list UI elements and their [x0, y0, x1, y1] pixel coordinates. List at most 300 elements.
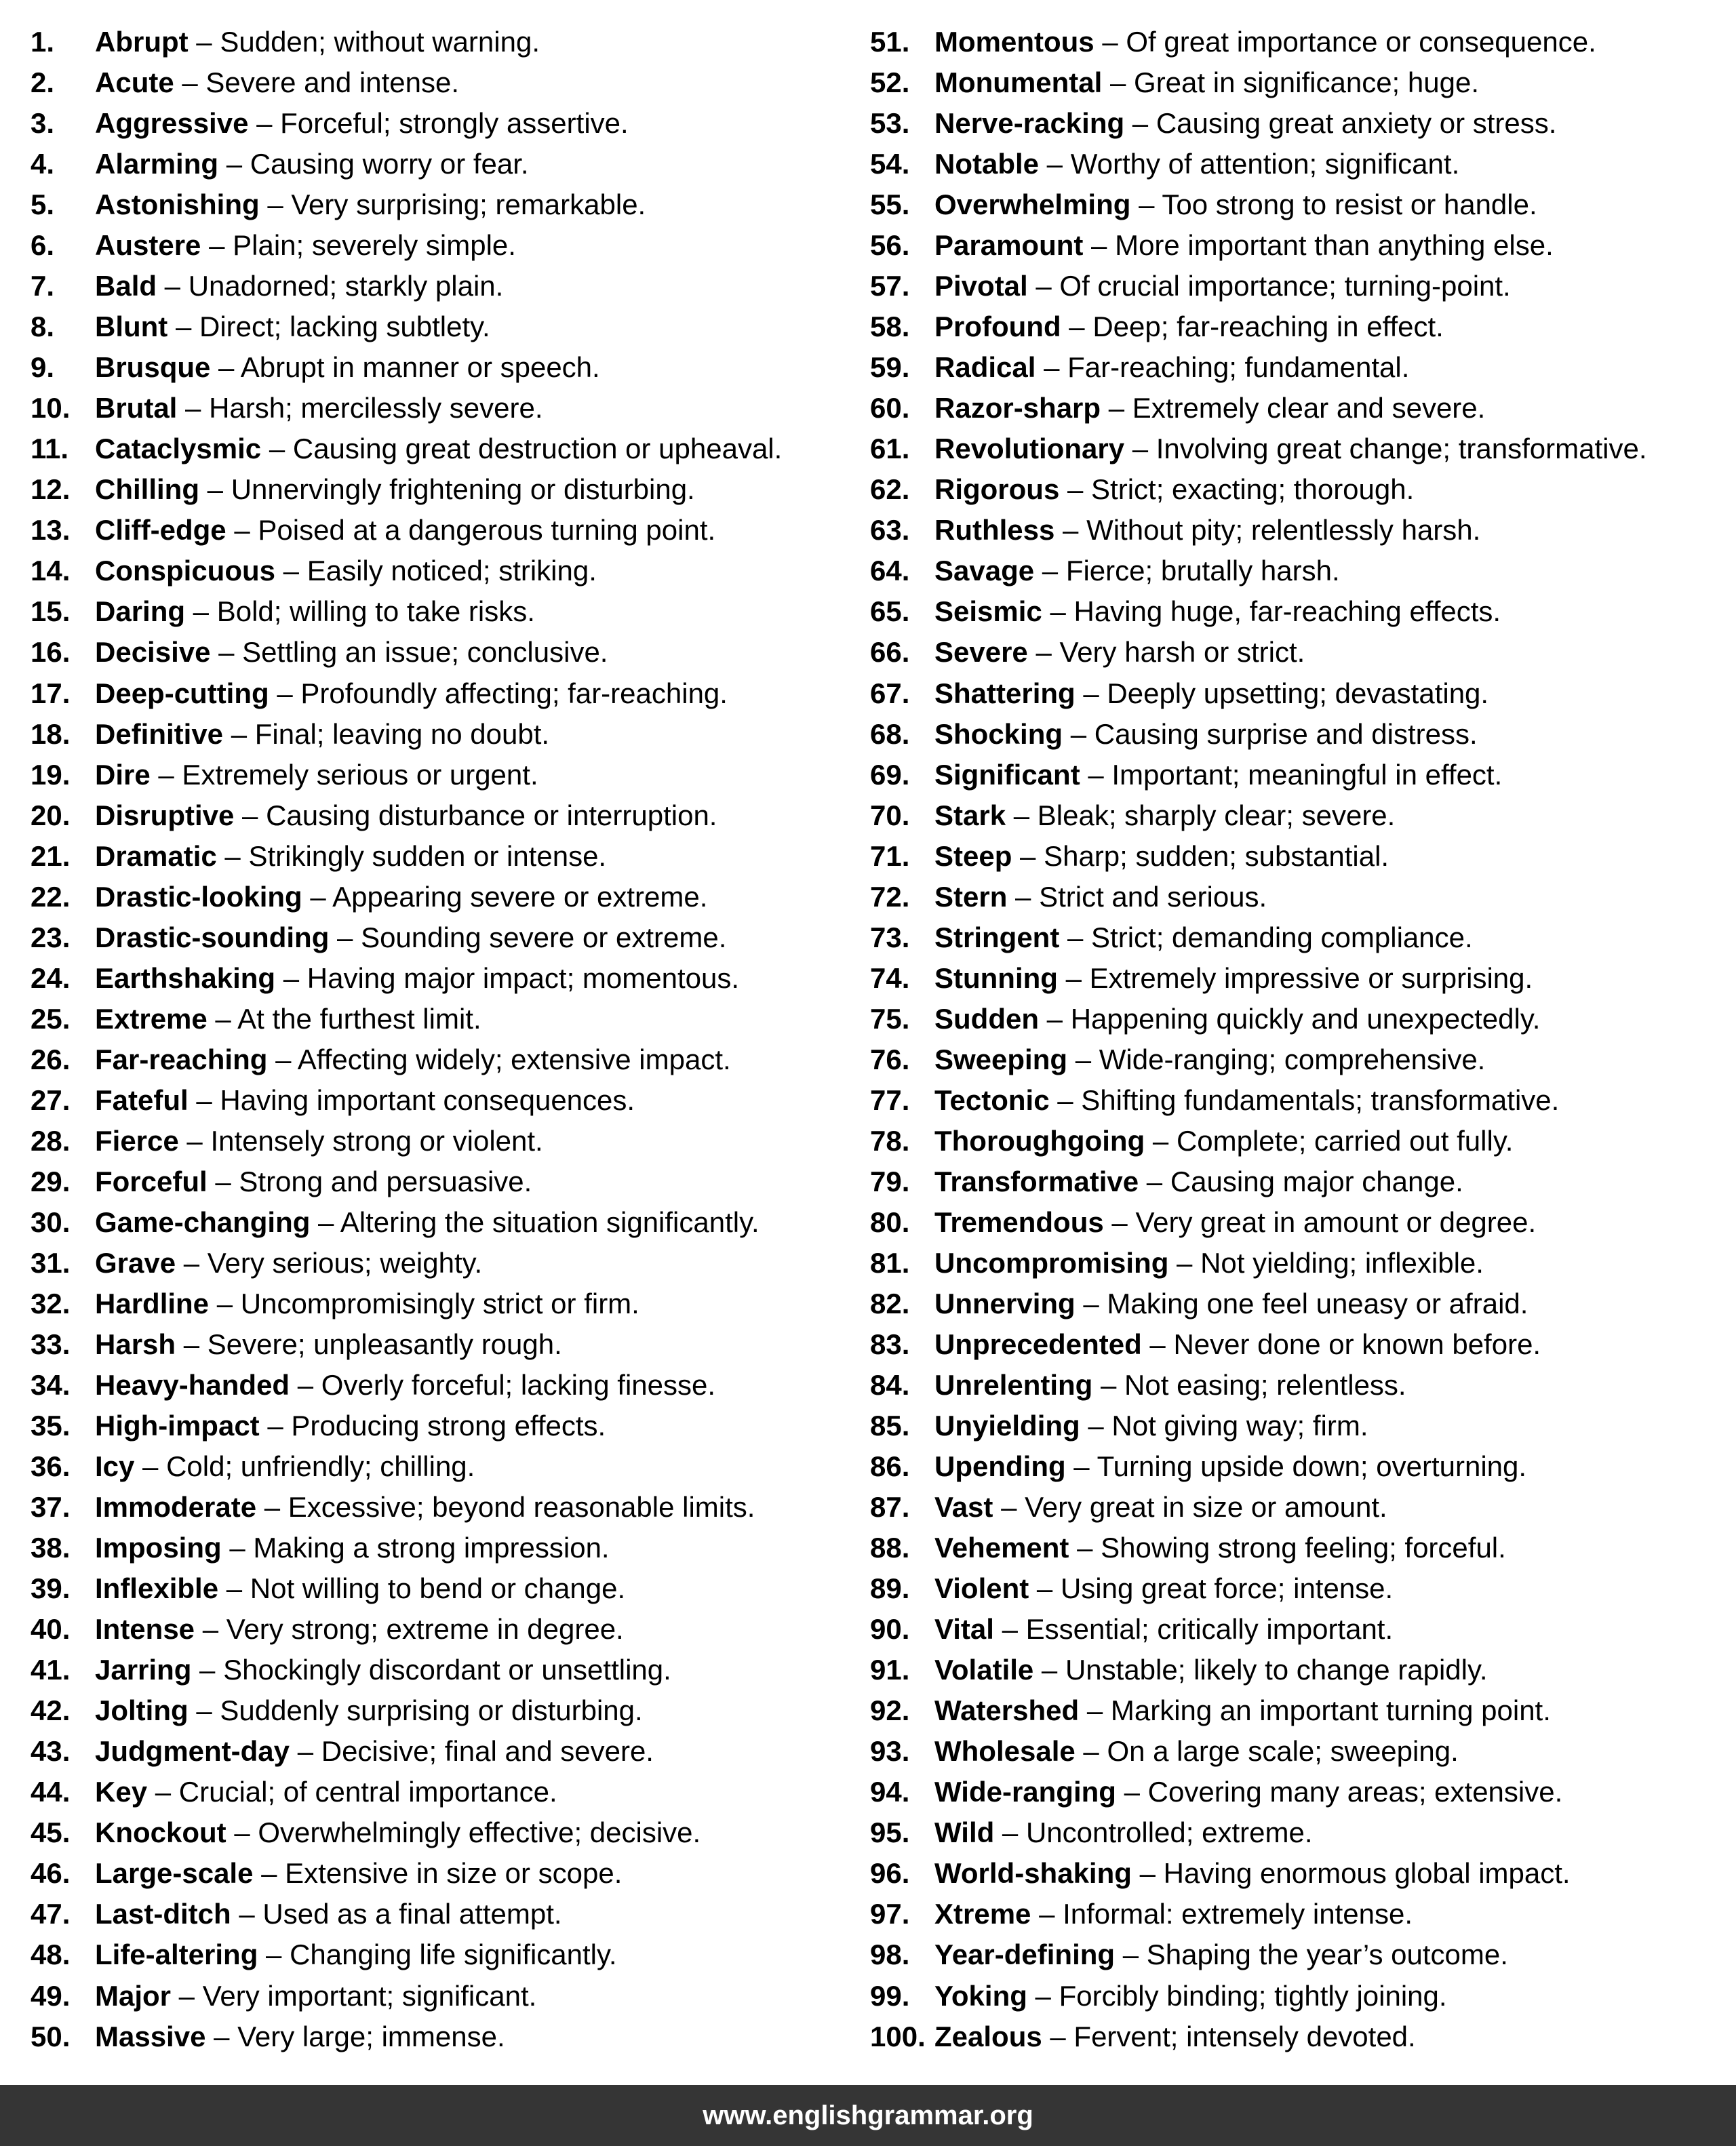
- item-number: 32.: [31, 1287, 71, 1319]
- item-separator: –: [210, 636, 243, 669]
- item-text: [934, 1406, 1368, 1446]
- item-definition: Extensive in size or scope.: [285, 1857, 623, 1890]
- item-word: Year-defining: [934, 1939, 1116, 1971]
- item-separator: –: [216, 839, 249, 872]
- item-separator: –: [1007, 880, 1040, 913]
- item-number: 41.: [31, 1654, 71, 1686]
- item-definition: Affecting widely; extensive impact.: [297, 1043, 731, 1075]
- item-word: Radical: [934, 351, 1036, 384]
- item-word: Unprecedented: [934, 1328, 1142, 1360]
- item-definition: Shockingly discordant or unsettling.: [223, 1654, 671, 1686]
- item-text: [95, 551, 597, 591]
- item-separator: –: [176, 1328, 208, 1360]
- item-number: 12.: [31, 473, 71, 506]
- item-text: [934, 1568, 1393, 1609]
- item-word: Massive: [95, 2020, 206, 2052]
- item-number: 2.: [31, 66, 55, 99]
- item-definition: Strikingly sudden or intense.: [248, 839, 607, 872]
- item-separator: –: [176, 1246, 208, 1279]
- item-text: [95, 1324, 562, 1365]
- item-word: Savage: [934, 555, 1035, 587]
- item-text: [95, 1202, 760, 1243]
- item-number: 18.: [31, 717, 71, 750]
- item-number: 40.: [31, 1613, 71, 1646]
- item-definition: Very large; immense.: [237, 2020, 505, 2052]
- item-word: Wholesale: [934, 1735, 1076, 1768]
- item-text: [934, 795, 1395, 836]
- item-word: Key: [95, 1776, 148, 1808]
- item-text: [934, 1446, 1526, 1487]
- item-definition: Not willing to bend or change.: [250, 1572, 626, 1605]
- item-separator: –: [1063, 717, 1094, 750]
- item-text: [95, 795, 717, 836]
- item-separator: –: [1039, 148, 1071, 180]
- item-definition: Extremely serious or urgent.: [182, 758, 538, 791]
- item-text: [934, 958, 1533, 999]
- item-separator: –: [258, 1939, 290, 1971]
- item-definition: Important; meaningful in effect.: [1111, 758, 1503, 791]
- item-text: [95, 388, 543, 429]
- item-text: [95, 1650, 671, 1690]
- item-separator: –: [1059, 473, 1092, 506]
- item-definition: Causing great destruction or upheaval.: [292, 433, 783, 465]
- item-definition: Extremely clear and severe.: [1132, 392, 1486, 424]
- item-word: Paramount: [934, 229, 1084, 262]
- item-number: 42.: [31, 1694, 71, 1727]
- item-separator: –: [191, 1654, 224, 1686]
- item-text: [934, 673, 1488, 714]
- item-number: 29.: [31, 1165, 71, 1197]
- item-definition: On a large scale; sweeping.: [1107, 1735, 1459, 1768]
- item-number: 31.: [31, 1246, 71, 1279]
- item-separator: –: [994, 1816, 1026, 1849]
- item-definition: Wide-ranging; comprehensive.: [1099, 1043, 1486, 1075]
- item-definition: Severe and intense.: [205, 66, 459, 99]
- item-definition: Abrupt in manner or speech.: [240, 351, 600, 384]
- item-word: Game-changing: [95, 1206, 311, 1238]
- item-text: [95, 469, 695, 510]
- item-number: 58.: [870, 311, 910, 343]
- item-number: 97.: [870, 1898, 910, 1930]
- item-number: 28.: [31, 1124, 71, 1157]
- item-definition: Too strong to resist or handle.: [1162, 188, 1537, 221]
- item-definition: Showing strong feeling; forceful.: [1101, 1532, 1506, 1564]
- item-separator: –: [993, 1613, 1026, 1646]
- item-word: Transformative: [934, 1165, 1139, 1197]
- item-text: [95, 591, 535, 632]
- item-text: [934, 1365, 1406, 1406]
- item-text: [95, 1528, 610, 1568]
- item-definition: Not giving way; firm.: [1111, 1410, 1368, 1442]
- item-text: [934, 1243, 1484, 1284]
- item-definition: Using great force; intense.: [1060, 1572, 1394, 1605]
- item-word: Fierce: [95, 1124, 179, 1157]
- item-number: 62.: [870, 473, 910, 506]
- item-separator: –: [1101, 392, 1132, 424]
- item-number: 50.: [31, 2020, 71, 2052]
- item-number: 100.: [870, 2020, 926, 2052]
- item-number: 38.: [31, 1532, 71, 1564]
- item-number: 72.: [870, 880, 910, 913]
- item-text: [95, 1731, 654, 1772]
- item-number: 33.: [31, 1328, 71, 1360]
- item-separator: –: [1080, 1410, 1112, 1442]
- item-word: Decisive: [95, 636, 211, 669]
- item-separator: –: [1079, 1694, 1111, 1727]
- item-text: [95, 429, 782, 469]
- item-definition: Great in significance; huge.: [1134, 66, 1479, 99]
- item-text: [95, 917, 726, 958]
- item-text: [934, 225, 1554, 266]
- item-definition: Very harsh or strict.: [1059, 636, 1305, 669]
- item-number: 20.: [31, 799, 71, 831]
- item-separator: –: [1039, 1002, 1071, 1035]
- item-number: 80.: [870, 1206, 910, 1238]
- item-text: [95, 266, 503, 306]
- item-separator: –: [177, 392, 210, 424]
- item-text: [934, 1772, 1562, 1812]
- item-text: [934, 999, 1540, 1039]
- item-text: [95, 510, 715, 551]
- item-separator: –: [261, 433, 293, 465]
- item-word: Major: [95, 1979, 172, 2012]
- item-word: Shocking: [934, 717, 1063, 750]
- item-number: 89.: [870, 1572, 910, 1605]
- item-text: [934, 22, 1596, 62]
- item-separator: –: [1075, 677, 1107, 709]
- item-word: Uncompromising: [934, 1246, 1169, 1279]
- item-separator: –: [993, 1491, 1025, 1524]
- item-text: [95, 1934, 617, 1975]
- item-separator: –: [1115, 1939, 1147, 1971]
- item-separator: –: [150, 758, 182, 791]
- item-definition: Very important; significant.: [202, 1979, 537, 2012]
- item-definition: Extremely impressive or surprising.: [1089, 961, 1533, 994]
- item-definition: Unadorned; starkly plain.: [188, 270, 504, 302]
- item-number: 76.: [870, 1043, 910, 1075]
- item-definition: Decisive; final and severe.: [321, 1735, 654, 1768]
- item-number: 35.: [31, 1410, 71, 1442]
- item-text: [934, 1161, 1463, 1202]
- item-word: Astonishing: [95, 188, 260, 221]
- item-separator: –: [147, 1776, 179, 1808]
- item-word: Unyielding: [934, 1410, 1080, 1442]
- item-word: Profound: [934, 311, 1061, 343]
- item-definition: Involving great change; transformative.: [1156, 433, 1647, 465]
- item-text: [95, 1406, 606, 1446]
- item-separator: –: [195, 1613, 226, 1646]
- item-separator: –: [188, 1694, 220, 1727]
- item-text: [934, 347, 1409, 388]
- item-definition: Marking an important turning point.: [1110, 1694, 1551, 1727]
- item-separator: –: [256, 1491, 288, 1524]
- item-definition: Covering many areas; extensive.: [1147, 1776, 1563, 1808]
- item-number: 73.: [870, 921, 910, 953]
- item-separator: –: [1027, 1979, 1059, 2012]
- item-number: 71.: [870, 839, 910, 872]
- item-number: 46.: [31, 1857, 71, 1890]
- item-definition: Strict and serious.: [1039, 880, 1267, 913]
- item-word: Vehement: [934, 1532, 1069, 1564]
- item-separator: –: [1092, 1369, 1125, 1402]
- item-text: [95, 714, 549, 755]
- item-definition: Causing great anxiety or stress.: [1156, 107, 1557, 140]
- item-text: [934, 1650, 1488, 1690]
- item-text: [95, 1284, 639, 1324]
- item-word: Imposing: [95, 1532, 222, 1564]
- item-word: Dire: [95, 758, 151, 791]
- item-definition: Causing worry or fear.: [250, 148, 529, 180]
- item-text: [95, 1976, 536, 2016]
- item-definition: Used as a final attempt.: [262, 1898, 562, 1930]
- item-separator: –: [1057, 961, 1090, 994]
- item-number: 86.: [870, 1450, 910, 1483]
- item-text: [934, 714, 1478, 755]
- item-text: [934, 1080, 1559, 1121]
- item-word: Significant: [934, 758, 1080, 791]
- item-text: [934, 1812, 1313, 1853]
- item-text: [934, 62, 1479, 103]
- item-separator: –: [234, 799, 267, 831]
- item-definition: Very surprising; remarkable.: [291, 188, 646, 221]
- item-text: [934, 266, 1511, 306]
- item-word: Tectonic: [934, 1084, 1050, 1116]
- item-separator: –: [1103, 1206, 1136, 1238]
- item-definition: Direct; lacking subtlety.: [199, 311, 490, 343]
- item-definition: Very great in size or amount.: [1025, 1491, 1387, 1524]
- item-word: World-shaking: [934, 1857, 1132, 1890]
- item-text: [934, 510, 1480, 551]
- item-separator: –: [1145, 1124, 1177, 1157]
- item-definition: Making a strong impression.: [253, 1532, 610, 1564]
- item-number: 21.: [31, 839, 71, 872]
- item-word: Forceful: [95, 1165, 208, 1197]
- item-number: 43.: [31, 1735, 71, 1768]
- item-definition: Uncompromisingly strict or firm.: [240, 1287, 639, 1319]
- item-number: 69.: [870, 758, 910, 791]
- item-text: [934, 429, 1647, 469]
- item-definition: Of great importance or consequence.: [1126, 26, 1596, 58]
- item-text: [95, 632, 608, 673]
- item-separator: –: [1034, 555, 1066, 587]
- item-word: Volatile: [934, 1654, 1034, 1686]
- item-word: Judgment-day: [95, 1735, 290, 1768]
- item-definition: Causing surprise and distress.: [1094, 717, 1478, 750]
- item-number: 48.: [31, 1939, 71, 1971]
- item-separator: –: [1027, 270, 1060, 302]
- item-separator: –: [275, 961, 307, 994]
- item-number: 30.: [31, 1206, 71, 1238]
- item-separator: –: [290, 1369, 321, 1402]
- item-definition: Worthy of attention; significant.: [1070, 148, 1460, 180]
- item-text: [934, 2016, 1416, 2057]
- item-number: 16.: [31, 636, 71, 669]
- item-definition: Suddenly surprising or disturbing.: [220, 1694, 643, 1727]
- item-word: Unrelenting: [934, 1369, 1093, 1402]
- item-separator: –: [178, 1124, 211, 1157]
- item-separator: –: [1042, 595, 1074, 628]
- item-text: [934, 1690, 1551, 1731]
- item-definition: Forcibly binding; tightly joining.: [1059, 1979, 1447, 2012]
- item-definition: Strict; demanding compliance.: [1091, 921, 1473, 953]
- footer-bar: [0, 2085, 1736, 2146]
- item-word: Wild: [934, 1816, 995, 1849]
- item-separator: –: [1141, 1328, 1174, 1360]
- item-separator: –: [1116, 1776, 1148, 1808]
- item-separator: –: [259, 188, 292, 221]
- item-separator: –: [1075, 1735, 1107, 1768]
- item-text: [934, 1202, 1536, 1243]
- item-number: 25.: [31, 1002, 71, 1035]
- item-text: [934, 591, 1501, 632]
- item-text: [95, 999, 481, 1039]
- item-word: Steep: [934, 839, 1012, 872]
- item-number: 84.: [870, 1369, 910, 1402]
- item-word: Momentous: [934, 26, 1094, 58]
- item-definition: Deeply upsetting; devastating.: [1107, 677, 1489, 709]
- item-separator: –: [1131, 1857, 1164, 1890]
- item-separator: –: [207, 1002, 238, 1035]
- item-definition: Not yielding; inflexible.: [1200, 1246, 1484, 1279]
- item-text: [934, 1853, 1571, 1894]
- item-text: [934, 1528, 1506, 1568]
- item-text: [934, 1284, 1528, 1324]
- item-word: Brusque: [95, 351, 211, 384]
- item-text: [934, 103, 1556, 144]
- item-text: [934, 388, 1485, 429]
- item-number: 87.: [870, 1491, 910, 1524]
- item-definition: Having major impact; momentous.: [307, 961, 740, 994]
- item-text: [95, 1568, 625, 1609]
- item-separator: –: [231, 1898, 263, 1930]
- item-separator: –: [218, 148, 250, 180]
- footer-website-url: www.englishgrammar.org: [703, 2100, 1033, 2130]
- item-word: Cataclysmic: [95, 433, 262, 465]
- item-separator: –: [259, 1410, 292, 1442]
- item-word: Fateful: [95, 1084, 189, 1116]
- item-text: [95, 1894, 562, 1934]
- item-number: 44.: [31, 1776, 71, 1808]
- item-separator: –: [302, 880, 333, 913]
- item-separator: –: [1080, 758, 1112, 791]
- item-definition: Having huge, far-reaching effects.: [1073, 595, 1501, 628]
- item-separator: –: [1139, 1165, 1170, 1197]
- item-definition: Never done or known before.: [1173, 1328, 1541, 1360]
- item-word: Tremendous: [934, 1206, 1104, 1238]
- item-number: 65.: [870, 595, 910, 628]
- item-text: [95, 22, 540, 62]
- item-word: Stark: [934, 799, 1006, 831]
- item-text: [934, 1609, 1393, 1650]
- item-text: [934, 1894, 1413, 1934]
- item-word: Rigorous: [934, 473, 1060, 506]
- item-definition: Appearing severe or extreme.: [332, 880, 708, 913]
- item-word: Daring: [95, 595, 186, 628]
- item-definition: Bleak; sharply clear; severe.: [1037, 799, 1396, 831]
- item-definition: Strong and persuasive.: [239, 1165, 532, 1197]
- item-text: [95, 1039, 731, 1080]
- item-separator: –: [1031, 1898, 1063, 1930]
- item-separator: –: [157, 270, 189, 302]
- item-separator: –: [205, 2020, 238, 2052]
- item-text: [95, 144, 529, 184]
- item-definition: Forceful; strongly assertive.: [280, 107, 629, 140]
- item-number: 79.: [870, 1165, 910, 1197]
- item-text: [95, 673, 728, 714]
- item-number: 60.: [870, 392, 910, 424]
- item-separator: –: [290, 1735, 321, 1768]
- item-number: 98.: [870, 1939, 910, 1971]
- item-word: Abrupt: [95, 26, 189, 58]
- item-number: 19.: [31, 758, 71, 791]
- item-word: Life-altering: [95, 1939, 258, 1971]
- item-number: 91.: [870, 1654, 910, 1686]
- item-number: 64.: [870, 555, 910, 587]
- item-text: [934, 877, 1267, 917]
- item-separator: –: [1075, 1287, 1107, 1319]
- item-word: Alarming: [95, 148, 219, 180]
- item-number: 82.: [870, 1287, 910, 1319]
- item-definition: Harsh; mercilessly severe.: [209, 392, 543, 424]
- item-number: 88.: [870, 1532, 910, 1564]
- item-number: 81.: [870, 1246, 910, 1279]
- item-definition: Informal: extremely intense.: [1063, 1898, 1413, 1930]
- item-text: [934, 632, 1305, 673]
- item-separator: –: [226, 514, 258, 547]
- item-number: 57.: [870, 270, 910, 302]
- item-word: Jolting: [95, 1694, 189, 1727]
- item-number: 54.: [870, 148, 910, 180]
- item-text: [95, 306, 490, 347]
- item-word: Immoderate: [95, 1491, 257, 1524]
- item-text: [95, 347, 600, 388]
- item-text: [95, 1446, 475, 1487]
- item-word: Bald: [95, 270, 157, 302]
- item-definition: Strict; exacting; thorough.: [1091, 473, 1415, 506]
- item-number: 11.: [31, 433, 69, 465]
- item-number: 17.: [31, 677, 71, 709]
- item-text: [95, 1161, 532, 1202]
- item-separator: –: [269, 677, 301, 709]
- item-text: [934, 1324, 1541, 1365]
- item-number: 70.: [870, 799, 910, 831]
- item-text: [95, 2016, 505, 2057]
- item-text: [934, 144, 1459, 184]
- item-number: 15.: [31, 595, 71, 628]
- item-separator: –: [1069, 1532, 1101, 1564]
- item-definition: Without pity; relentlessly harsh.: [1086, 514, 1481, 547]
- item-separator: –: [226, 1816, 258, 1849]
- item-number: 77.: [870, 1084, 910, 1116]
- item-text: [934, 1731, 1459, 1772]
- item-separator: –: [218, 1572, 250, 1605]
- item-text: [95, 1080, 635, 1121]
- item-word: Deep-cutting: [95, 677, 269, 709]
- item-word: Sudden: [934, 1002, 1039, 1035]
- item-word: Ruthless: [934, 514, 1055, 547]
- item-text: [934, 1487, 1387, 1528]
- item-text: [95, 1772, 557, 1812]
- item-definition: Complete; carried out fully.: [1176, 1124, 1514, 1157]
- item-number: 39.: [31, 1572, 71, 1605]
- item-number: 47.: [31, 1898, 71, 1930]
- item-word: Watershed: [934, 1694, 1080, 1727]
- item-word: Grave: [95, 1246, 176, 1279]
- item-number: 9.: [31, 351, 55, 384]
- item-text: [934, 551, 1340, 591]
- item-separator: –: [1124, 107, 1156, 140]
- item-separator: –: [1067, 1043, 1099, 1075]
